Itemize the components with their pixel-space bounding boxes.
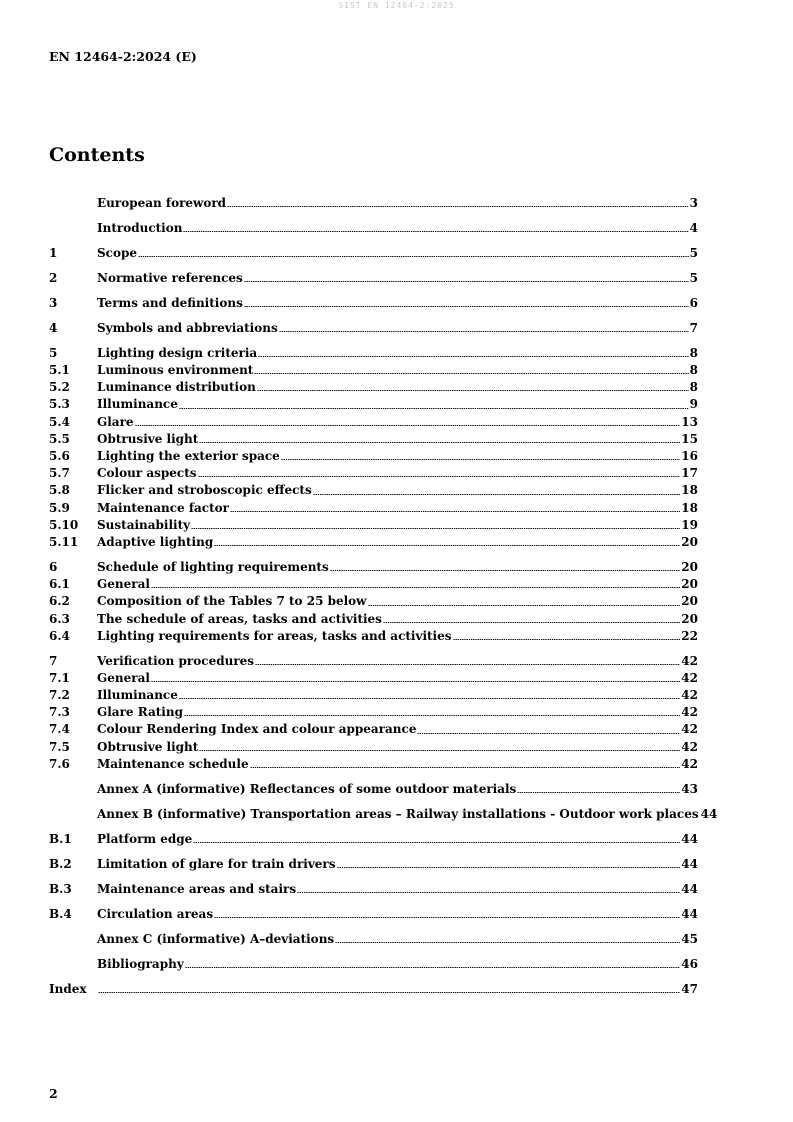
toc-entry[interactable] xyxy=(49,593,698,610)
dot-leader xyxy=(254,373,688,374)
toc-entry[interactable] xyxy=(49,500,698,517)
dot-leader xyxy=(383,622,680,623)
toc-entry-number: 5 xyxy=(49,345,58,360)
toc-entry[interactable] xyxy=(49,345,698,362)
toc-entry[interactable] xyxy=(49,756,698,773)
toc-entry-number: 6.2 xyxy=(49,594,70,609)
toc-entry-number: 5.10 xyxy=(49,517,79,532)
table-of-contents xyxy=(49,195,718,998)
toc-entry-label: Colour Rendering Index and colour appearance xyxy=(97,722,417,737)
dot-leader xyxy=(199,750,680,751)
dot-leader xyxy=(297,892,680,893)
dot-leader xyxy=(183,231,688,232)
dot-leader xyxy=(279,331,689,332)
toc-entry-number: 6.1 xyxy=(49,577,70,592)
dot-leader xyxy=(198,476,681,477)
toc-entry-page: 5 xyxy=(689,245,698,260)
dot-leader xyxy=(151,587,680,588)
toc-entry-number: 5.9 xyxy=(49,500,70,515)
toc-entry-number: 7.1 xyxy=(49,670,70,685)
toc-entry-page: 16 xyxy=(681,449,698,464)
toc-entry-label: Lighting the exterior space xyxy=(97,449,280,464)
toc-entry-page: 20 xyxy=(681,611,698,626)
toc-entry-number: 7.4 xyxy=(49,722,70,737)
toc-entry-number: 5.5 xyxy=(49,431,70,446)
toc-entry[interactable] xyxy=(49,781,698,798)
dot-leader xyxy=(258,356,688,357)
toc-entry-number: 5.2 xyxy=(49,380,70,395)
toc-entry[interactable] xyxy=(49,704,698,721)
toc-entry-label: Colour aspects xyxy=(97,466,197,481)
page-title: Contents xyxy=(49,144,145,166)
dot-leader xyxy=(257,390,689,391)
toc-entry-page: 20 xyxy=(681,594,698,609)
toc-entry-number: 6.3 xyxy=(49,611,70,626)
dot-leader xyxy=(368,605,681,606)
dot-leader xyxy=(214,917,680,918)
toc-entry-label: Obtrusive light xyxy=(97,739,199,754)
toc-entry[interactable] xyxy=(49,906,698,923)
toc-entry[interactable] xyxy=(49,320,698,337)
toc-entry-page: 46 xyxy=(681,956,698,971)
toc-entry-page: 42 xyxy=(681,756,698,771)
toc-entry-page: 18 xyxy=(681,483,698,498)
toc-entry-page: 19 xyxy=(681,517,698,532)
toc-entry[interactable] xyxy=(49,559,698,576)
toc-entry-page: 17 xyxy=(681,466,698,481)
toc-entry[interactable] xyxy=(49,611,698,628)
toc-entry[interactable] xyxy=(49,534,698,551)
dot-leader xyxy=(98,992,680,993)
toc-entry[interactable] xyxy=(49,628,698,645)
dot-leader xyxy=(138,256,689,257)
toc-entry-label: Bibliography xyxy=(97,956,184,971)
toc-entry-number: 7.6 xyxy=(49,756,70,771)
dot-leader xyxy=(281,459,680,460)
dot-leader xyxy=(199,442,680,443)
toc-entry-number: 5.7 xyxy=(49,466,70,481)
toc-entry-label: Glare Rating xyxy=(97,705,183,720)
toc-entry-page: 44 xyxy=(681,856,698,871)
toc-entry-number: B.3 xyxy=(49,881,72,896)
toc-entry-label: Maintenance areas and stairs xyxy=(97,881,297,896)
toc-entry-label: General xyxy=(97,670,150,685)
toc-entry-page: 4 xyxy=(689,220,698,235)
toc-entry-label: The schedule of areas, tasks and activities xyxy=(97,611,382,626)
toc-entry-page: 44 xyxy=(700,806,718,821)
dot-leader xyxy=(517,792,680,793)
dot-leader xyxy=(227,206,689,207)
toc-entry[interactable] xyxy=(49,721,698,738)
dot-leader xyxy=(335,942,680,943)
dot-leader xyxy=(313,494,681,495)
toc-entry-page: 20 xyxy=(681,577,698,592)
toc-entry-number: B.4 xyxy=(49,906,72,921)
toc-entry-page: 42 xyxy=(681,670,698,685)
toc-entry[interactable] xyxy=(49,981,698,998)
toc-entry-page: 44 xyxy=(681,881,698,896)
toc-entry[interactable] xyxy=(49,379,698,396)
toc-entry-label: Circulation areas xyxy=(97,906,214,921)
dot-leader xyxy=(453,639,681,640)
toc-entry[interactable] xyxy=(49,414,698,431)
toc-entry-label: Maintenance factor xyxy=(97,500,229,515)
toc-entry-label: Limitation of glare for train drivers xyxy=(97,856,336,871)
toc-entry[interactable] xyxy=(49,881,698,898)
toc-entry-label: Maintenance schedule xyxy=(97,756,249,771)
toc-entry[interactable] xyxy=(49,362,698,379)
toc-entry-page: 3 xyxy=(689,196,698,210)
dot-leader xyxy=(330,570,681,571)
dot-leader xyxy=(255,664,680,665)
toc-entry[interactable] xyxy=(49,931,698,948)
toc-entry-number: 6 xyxy=(49,559,58,574)
dot-leader xyxy=(179,698,680,699)
watermark: SIST EN 12464-2:2025 xyxy=(338,1,455,10)
toc-entry-label: Introduction xyxy=(97,220,183,235)
toc-entry-number: 6.4 xyxy=(49,628,70,643)
toc-entry-page: 22 xyxy=(681,628,698,643)
toc-entry-page: 42 xyxy=(681,705,698,720)
toc-entry-number: Index xyxy=(49,981,87,996)
toc-entry[interactable] xyxy=(49,245,698,262)
toc-entry[interactable] xyxy=(49,956,698,973)
dot-leader xyxy=(244,281,689,282)
toc-entry-number: 7.3 xyxy=(49,705,70,720)
toc-entry[interactable] xyxy=(49,576,698,593)
toc-entry-number: 5.11 xyxy=(49,534,79,549)
dot-leader xyxy=(250,767,681,768)
dot-leader xyxy=(151,681,680,682)
toc-entry-label: Symbols and abbreviations xyxy=(97,320,278,335)
toc-entry-label: Schedule of lighting requirements xyxy=(97,559,329,574)
toc-entry-page: 9 xyxy=(689,397,698,412)
dot-leader xyxy=(184,715,680,716)
toc-entry-page: 44 xyxy=(681,906,698,921)
toc-entry-page: 18 xyxy=(681,500,698,515)
toc-entry-label: Annex A (informative) Reflectances of some outdoor materials xyxy=(97,781,517,796)
toc-entry-label: Annex C (informative) A–deviations xyxy=(97,931,335,946)
toc-entry-number: 2 xyxy=(49,270,58,285)
toc-entry-page: 20 xyxy=(681,534,698,549)
dot-leader xyxy=(337,867,681,868)
toc-entry-number: 7.5 xyxy=(49,739,70,754)
toc-entry-number: 4 xyxy=(49,320,58,335)
toc-entry-page: 47 xyxy=(681,981,698,996)
toc-entry-page: 8 xyxy=(689,345,698,360)
toc-entry-page: 15 xyxy=(681,431,698,446)
dot-leader xyxy=(135,425,681,426)
toc-entry-label: Platform edge xyxy=(97,831,193,846)
toc-entry[interactable] xyxy=(49,270,698,287)
toc-entry-label: Terms and definitions xyxy=(97,295,243,310)
toc-entry[interactable] xyxy=(49,517,698,534)
toc-entry-number: 7.2 xyxy=(49,688,70,703)
toc-entry-label: Luminous environment xyxy=(97,363,254,378)
dot-leader xyxy=(244,306,689,307)
toc-entry[interactable] xyxy=(49,465,698,482)
page-number: 2 xyxy=(49,1086,58,1101)
toc-entry-label: Verification procedures xyxy=(97,653,255,668)
dot-leader xyxy=(193,842,680,843)
toc-entry-label: Composition of the Tables 7 to 25 below xyxy=(97,594,367,609)
toc-entry-label: Scope xyxy=(97,245,138,260)
toc-entry-label: Flicker and stroboscopic effects xyxy=(97,483,312,498)
dot-leader xyxy=(417,733,680,734)
toc-entry-page: 6 xyxy=(689,295,698,310)
toc-entry-number: 5.1 xyxy=(49,363,70,378)
toc-entry-page: 7 xyxy=(689,320,698,335)
toc-entry-page: 8 xyxy=(689,363,698,378)
toc-entry[interactable] xyxy=(49,220,698,237)
toc-entry[interactable] xyxy=(49,806,718,823)
toc-entry[interactable] xyxy=(49,431,698,448)
toc-entry-label: Illuminance xyxy=(97,397,178,412)
toc-entry[interactable] xyxy=(49,670,698,687)
toc-entry[interactable] xyxy=(49,195,698,212)
toc-entry-number: 5.4 xyxy=(49,414,70,429)
toc-entry-number: 7 xyxy=(49,653,58,668)
toc-entry-label: Adaptive lighting xyxy=(97,534,214,549)
toc-entry[interactable] xyxy=(49,739,698,756)
dot-leader xyxy=(179,408,689,409)
dot-leader xyxy=(214,545,680,546)
toc-entry[interactable] xyxy=(49,856,698,873)
toc-entry[interactable] xyxy=(49,687,698,704)
toc-entry-page: 45 xyxy=(681,931,698,946)
toc-entry-number: 5.3 xyxy=(49,397,70,412)
toc-entry[interactable] xyxy=(49,482,698,499)
toc-entry-label: Sustainability xyxy=(97,517,191,532)
toc-entry-page: 43 xyxy=(681,781,698,796)
toc-entry-number: 5.6 xyxy=(49,449,70,464)
toc-entry-page: 8 xyxy=(689,380,698,395)
toc-entry-label: Annex B (informative) Transportation areas – Railway installations - Outdoor work places xyxy=(97,806,699,821)
toc-entry-page: 13 xyxy=(681,414,698,429)
toc-entry-number: 1 xyxy=(49,245,58,260)
dot-leader xyxy=(185,967,681,968)
toc-entry[interactable] xyxy=(49,448,698,465)
toc-entry-label: Lighting design criteria xyxy=(97,345,258,360)
dot-leader xyxy=(191,528,680,529)
toc-entry-label: General xyxy=(97,577,150,592)
toc-entry-page: 42 xyxy=(681,739,698,754)
toc-entry-label: Illuminance xyxy=(97,688,178,703)
toc-entry-page: 42 xyxy=(681,722,698,737)
toc-entry-page: 20 xyxy=(681,559,698,574)
toc-entry[interactable] xyxy=(49,396,698,413)
toc-entry-number: 3 xyxy=(49,295,58,310)
toc-entry-label: Obtrusive light xyxy=(97,431,199,446)
toc-entry-page: 42 xyxy=(681,688,698,703)
toc-entry-label: Lighting requirements for areas, tasks and activities xyxy=(97,628,452,643)
toc-entry-number: 5.8 xyxy=(49,483,70,498)
toc-entry-label: Luminance distribution xyxy=(97,380,256,395)
toc-entry-number: B.1 xyxy=(49,831,72,846)
toc-entry-number: B.2 xyxy=(49,856,72,871)
toc-entry-label: Glare xyxy=(97,414,134,429)
document-id: EN 12464-2:2024 (E) xyxy=(49,49,197,64)
toc-entry-label: Normative references xyxy=(97,270,243,285)
toc-entry[interactable] xyxy=(49,295,698,312)
toc-entry-page: 5 xyxy=(689,270,698,285)
toc-entry-label: European foreword xyxy=(97,196,227,210)
toc-entry[interactable] xyxy=(49,653,698,670)
toc-entry-page: 42 xyxy=(681,653,698,668)
toc-entry-page: 44 xyxy=(681,831,698,846)
toc-entry[interactable] xyxy=(49,831,698,848)
dot-leader xyxy=(230,511,680,512)
